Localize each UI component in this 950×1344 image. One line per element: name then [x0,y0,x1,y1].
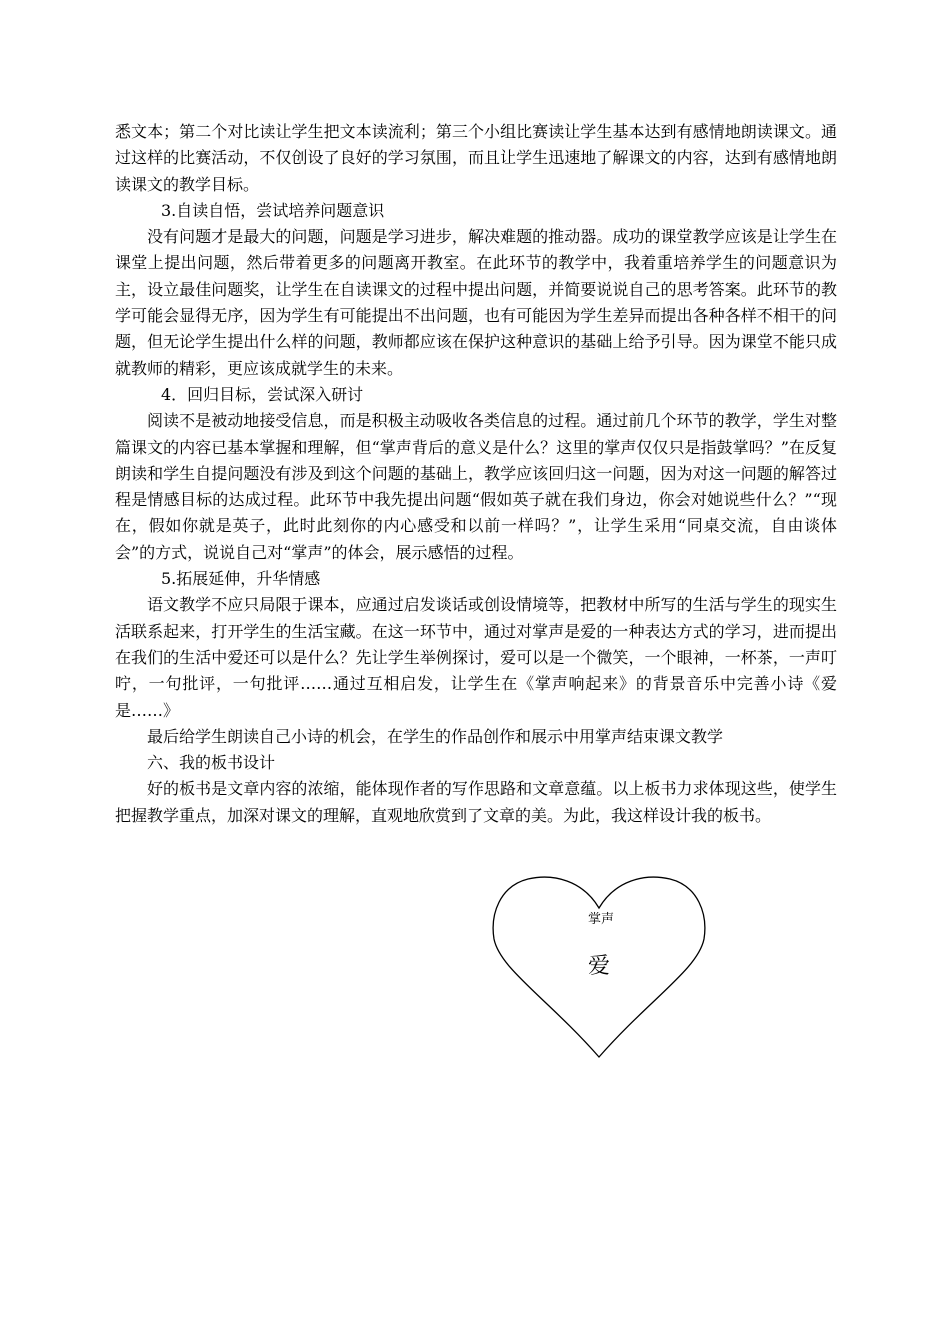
board-word: 爱 [587,954,611,979]
heart-shape [488,869,710,1059]
paragraph-poem-reading: 最后给学生朗读自己小诗的机会，在学生的作品创作和展示中用掌声结束课文教学 [147,726,724,746]
paragraph-return-to-goal: 阅读不是被动地接受信息，而是积极主动吸收各类信息的过程。通过前几个环节的教学，学生对整篇课文的内容已基本掌握和理解，但“掌声背后的意义是什么？这里的掌声仅仅只是指鼓掌吗？”在反复朗读和学生自提问题没有涉及到这个问题的基础上，教学应该回归这一问题，因为对这一问题的解答过程是情感目标的达成过程。此环节中我先提出问题“假如英子就在我们身边，你会对她说些什么？”“现在，假如你就是英子，此时此刻你的内心感受和以前一样吗？”，让学生采用“同桌交流，自由谈体会”的方式，说说自己对“掌声”的体会，展示感悟的过程。 [115,411,837,562]
document-body [115,119,837,829]
paragraph-board-design: 好的板书是文章内容的浓缩，能体现作者的写作思路和文章意蕴。以上板书力求体现这些，使学生把握教学重点，加深对课文的理解，直观地欣赏到了文章的美。为此，我这样设计我的板书。 [115,779,837,825]
blackboard-heart-diagram [488,869,710,1059]
section-heading-5: 5.拓展延伸，升华情感 [161,569,321,589]
section-heading-3: 3.自读自悟，尝试培养问题意识 [161,200,385,220]
paragraph-comparison-reading: 悉文本；第二个对比读让学生把文本读流利；第三个小组比赛读让学生基本达到有感情地朗读课文。通过这样的比赛活动，不仅创设了良好的学习氛围，而且让学生迅速地了解课文的内容，达到有感情地朗读课文的教学目标。 [115,122,837,194]
board-title: 掌声 [587,912,615,927]
section-heading-6: 六、我的板书设计 [147,753,276,773]
paragraph-extension: 语文教学不应只局限于课本，应通过启发谈话或创设情境等，把教材中所写的生活与学生的现实生活联系起来，打开学生的生活宝藏。在这一环节中，通过对掌声是爱的一种表达方式的学习，进而提出在我们的生活中爱还可以是什么？先让学生举例探讨，爱可以是一个微笑，一个眼神，一杯茶，一声叮咛，一句批评，一句批评……通过互相启发，让学生在《掌声响起来》的背景音乐中完善小诗《爱是……》 [115,595,837,720]
section-heading-4: 4．回归目标，尝试深入研讨 [161,384,364,404]
paragraph-problem-awareness: 没有问题才是最大的问题，问题是学习进步，解决难题的推动器。成功的课堂教学应该是让学生在课堂上提出问题，然后带着更多的问题离开教室。在此环节的教学中，我着重培养学生的问题意识为主，设立最佳问题奖，让学生在自读课文的过程中提出问题，并简要说说自己的思考答案。此环节的教学可能会显得无序，因为学生有可能提出不出问题，也有可能因为学生差异而提出各种各样不相干的问题，但无论学生提出什么样的问题，教师都应该在保护这种意识的基础上给予引导。因为课堂不能只成就教师的精彩，更应该成就学生的未来。 [115,227,837,378]
